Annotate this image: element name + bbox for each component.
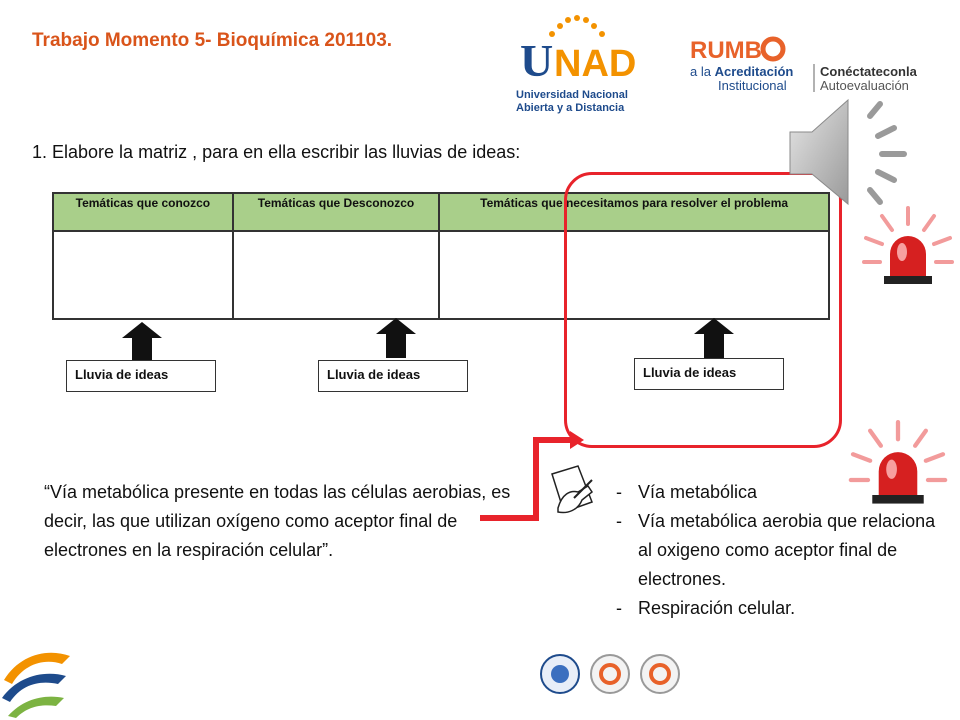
ideas-label-2: Lluvia de ideas — [318, 360, 468, 392]
unad-logo — [516, 14, 638, 114]
alarm-light-icon — [848, 420, 948, 510]
matrix-header-known: Temáticas que conozco — [53, 193, 233, 231]
svg-text:Institucional: Institucional — [718, 78, 787, 93]
certification-logos — [538, 650, 688, 700]
keyword-item: - Vía metabólica — [612, 478, 952, 507]
rumbo-logo — [690, 34, 940, 98]
hand-writing-icon — [548, 464, 598, 520]
svg-text:Autoevaluación: Autoevaluación — [820, 78, 909, 93]
speaker-icon[interactable] — [786, 96, 912, 212]
svg-text:U: U — [520, 35, 554, 84]
svg-text:NAD: NAD — [554, 43, 637, 84]
svg-text:RUMB: RUMB — [690, 37, 762, 64]
svg-text:Conéctateconla: Conéctateconla — [820, 64, 917, 79]
instruction-text: 1. Elabore la matriz , para en ella escribir las lluvias de ideas: — [32, 142, 521, 162]
highlight-frame — [564, 172, 842, 448]
matrix-header-unknown: Temáticas que Desconozco — [233, 193, 439, 231]
alarm-light-icon — [862, 206, 954, 290]
arrow-up-icon — [376, 318, 416, 358]
ideas-label-1: Lluvia de ideas — [66, 360, 216, 392]
ideas-label-3: Lluvia de ideas — [634, 358, 784, 390]
arrow-up-icon — [122, 322, 162, 362]
rumbo-logo-graphic — [690, 34, 940, 98]
swoosh-logo — [0, 640, 86, 720]
matrix-cell-known — [53, 231, 233, 319]
unad-emblem-icon — [516, 14, 638, 84]
keyword-item: - Vía metabólica aerobia que relaciona al oxigeno como aceptor final de electrones. — [612, 507, 952, 594]
svg-text:a la Acreditación: a la Acreditación — [690, 64, 794, 79]
unad-line-1: Universidad Nacional — [516, 89, 628, 101]
matrix-cell-unknown — [233, 231, 439, 319]
unad-line-2: Abierta y a Distancia — [516, 102, 625, 114]
keyword-item: - Respiración celular. — [612, 594, 952, 623]
document-title: Trabajo Momento 5- Bioquímica 201103. — [32, 30, 393, 51]
definition-quote: “Vía metabólica presente en todas las células aerobias, es decir, las que utilizan oxígeno como aceptor final de electrones en la respiración celular”. — [44, 482, 511, 560]
matrix-header-needed: Temáticas que necesitamos para resolver el problema — [439, 193, 829, 231]
